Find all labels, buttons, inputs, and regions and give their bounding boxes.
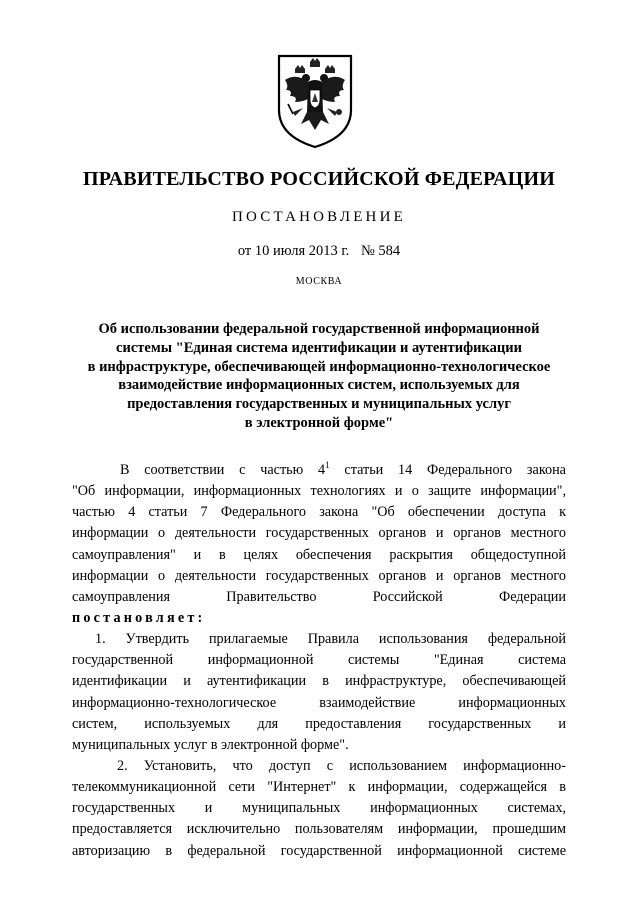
paragraph-line: авторизацию в федеральной государственной информационной системе <box>72 842 566 859</box>
paragraph-line: 1. Утвердить прилагаемые Правила использования федеральной <box>95 631 566 648</box>
paragraph-line: муниципальных услуг в электронной форме". <box>72 736 349 753</box>
paragraph-line: государственной информационной системы "Единая система <box>72 652 566 669</box>
text-fragment: статьи 14 Федерального закона <box>329 462 566 478</box>
paragraph-line: информации о деятельности государственных органов и органов местного <box>72 567 566 584</box>
number-sign: № <box>360 243 375 259</box>
heading-line: взаимодействие информационных систем, используемых для <box>118 377 520 394</box>
paragraph-line: государственных и муниципальных информационных системах, <box>72 800 566 817</box>
paragraph-line: "Об информации, информационных технологиях и о защите информации", <box>72 483 566 500</box>
paragraph-line: информационно-технологическое взаимодействие информационных <box>72 694 566 711</box>
paragraph-line: телекоммуникационной сети "Интернет" к информации, содержащейся в <box>72 779 566 796</box>
document-date-line <box>0 243 638 260</box>
paragraph-line: систем, используемых для предоставления государственных и <box>72 715 566 732</box>
heading-line: в электронной форме" <box>244 414 394 431</box>
coat-of-arms-emblem <box>273 52 357 150</box>
paragraph-line: частью 4 статьи 7 Федерального закона "Об обеспечении доступа к <box>72 504 566 521</box>
heading-line: системы "Единая система идентификации и аутентификации <box>116 339 522 356</box>
document-date: 10 июля 2013 г. <box>254 243 350 259</box>
document-body <box>72 460 566 862</box>
paragraph-line: предоставляется исключительно пользователям информации, прошедшим <box>72 821 566 838</box>
document-number: 584 <box>378 243 401 259</box>
paragraph-line: самоуправления Правительство Российской Федерации <box>72 588 566 605</box>
paragraph-line: идентификации и аутентификации в инфраструктуре, обеспечивающей <box>72 673 566 690</box>
paragraph-line: 2. Установить, что доступ с использованием информационно- <box>117 757 566 774</box>
heading-line: предоставления государственных и муниципальных услуг <box>127 396 511 413</box>
paragraph-line: информации о деятельности государственных органов и органов местного <box>72 525 566 542</box>
text-fragment: В соответствии с частью 4 <box>120 462 326 478</box>
paragraph-line: самоуправления" и в целях обеспечения раскрытия общедоступной <box>72 546 566 563</box>
date-prefix: от <box>237 243 252 259</box>
heading-line: в инфраструктуре, обеспечивающей информационно-технологическое <box>87 358 551 375</box>
document-type: ПОСТАНОВЛЕНИЕ <box>232 209 406 225</box>
superscript: 1 <box>325 460 330 470</box>
city-name: МОСКВА <box>295 276 343 287</box>
heading-line: Об использовании федеральной государственной информационной <box>98 321 540 337</box>
government-name: ПРАВИТЕЛЬСТВО РОССИЙСКОЙ ФЕДЕРАЦИИ <box>83 168 555 190</box>
resolution-word: постановляет: <box>72 609 206 626</box>
paragraph-line <box>72 460 566 481</box>
document-heading <box>72 320 566 433</box>
